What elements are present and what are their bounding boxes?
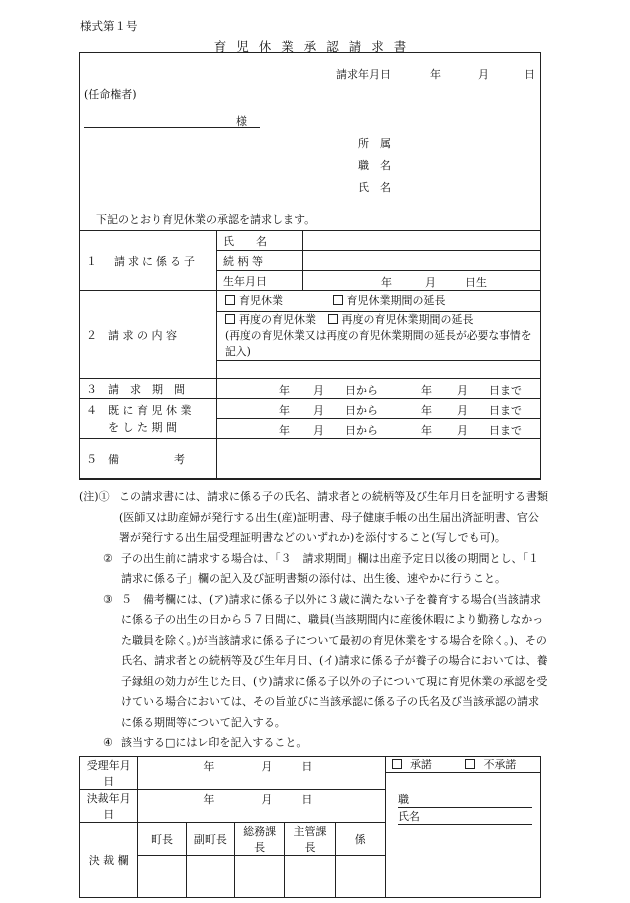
approval-cell — [385, 757, 540, 898]
birth-day: 日生 — [465, 276, 487, 289]
note-1 — [79, 487, 549, 549]
period-field[interactable] — [217, 379, 541, 399]
opt-childcare-label: 育児休業 — [239, 294, 283, 307]
period-label: ３ 請 求 期 間 — [86, 382, 185, 396]
decided-month: 月 — [261, 793, 273, 806]
period-from-day: 日から — [345, 384, 378, 397]
decision-table — [79, 756, 541, 898]
birth-month: 月 — [425, 276, 436, 289]
period-from-year: 年 — [279, 384, 290, 397]
stamp-header-2 — [186, 823, 234, 856]
note-2 — [79, 549, 549, 590]
stamp-header-3 — [235, 823, 285, 856]
opt-again-extension-checkbox[interactable] — [328, 314, 338, 324]
applicant-name-label: 氏 名 — [358, 181, 391, 194]
note-2-mark: ② — [103, 551, 113, 565]
received-day: 日 — [301, 760, 313, 773]
period-to-day: 日まで — [489, 384, 522, 397]
decided-day: 日 — [301, 793, 313, 806]
content-reason-field[interactable] — [217, 361, 541, 379]
child-label-cell — [80, 231, 217, 291]
past2-from-month: 月 — [313, 424, 324, 437]
past-label-1: ４ 既 に 育 児 休 業 — [86, 403, 192, 417]
decided-year: 年 — [203, 793, 215, 806]
approve-checkbox[interactable] — [392, 759, 402, 769]
stamp-label-staff: 係 — [354, 833, 366, 846]
received-label-cell — [80, 757, 138, 790]
position-label: 職 名 — [358, 159, 391, 172]
stamp-header-5 — [335, 823, 385, 856]
sama-label: 様 — [236, 115, 247, 128]
stamp-label-deputy: 副町長 — [193, 833, 227, 846]
note-4-mark: ④ — [103, 736, 113, 749]
opt-extension-checkbox[interactable] — [333, 295, 343, 305]
remarks-label-cell — [80, 439, 217, 479]
note-4 — [79, 733, 549, 754]
past2-from-day: 日から — [345, 424, 378, 437]
stamp-box-staff[interactable] — [335, 856, 385, 898]
period-to-year: 年 — [421, 384, 432, 397]
request-table — [79, 230, 541, 479]
child-birth-field[interactable] — [303, 271, 541, 291]
content-label-cell — [80, 291, 217, 379]
past-label-2: を し た 期 間 — [108, 420, 177, 434]
shoku-label: 職 — [398, 791, 532, 808]
past1-to-year: 年 — [421, 404, 432, 417]
stamp-box-deputy[interactable] — [186, 856, 234, 898]
request-sentence: 下記のとおり育児休業の承認を請求します。 — [96, 213, 316, 226]
received-year: 年 — [203, 760, 215, 773]
received-label: 受理年月日 — [86, 759, 131, 788]
decision-label: 決 裁 欄 — [88, 854, 129, 867]
past-label-cell — [80, 399, 217, 439]
child-birth-label-cell — [217, 271, 303, 291]
content-label: ２ 請 求 の 内 容 — [86, 328, 177, 342]
received-month: 月 — [261, 760, 273, 773]
child-name-label-cell — [217, 231, 303, 251]
past-period-2[interactable] — [217, 419, 541, 439]
past2-from-year: 年 — [279, 424, 290, 437]
note-2-text: 子の出生前に請求する場合は、「３ 請求期間」欄は出産予定日以後の期間とし、「１ 請求に係る子」欄の記入及び証明書類の添付は、出生後、速やかに行うこと。 — [121, 551, 550, 585]
note-4-text: 該当する□にはレ印を記入すること。 — [121, 736, 308, 749]
content-reason: (再度の育児休業又は再度の育児休業期間の延長が必要な事情を記入) — [225, 329, 532, 358]
request-date-month: 月 — [478, 68, 489, 81]
disapprove-checkbox[interactable] — [465, 759, 475, 769]
content-options-cell — [217, 291, 541, 361]
note-1-text: この請求書には、請求に係る子の氏名、請求者との続柄等及び生年月日を証明する書類(医師又は助産婦が発行する出生(産)証明書、母子健康手帳の出生届出済証明書、官公署が発行する出生届受理証明書などのいずれか)を添付すること(写しでも可)。 — [119, 490, 548, 544]
stamp-box-general[interactable] — [235, 856, 285, 898]
child-name-field[interactable] — [303, 231, 541, 251]
remarks-label: ５ 備 考 — [86, 452, 185, 466]
decided-label-cell — [80, 790, 138, 823]
stamp-box-section[interactable] — [285, 856, 335, 898]
child-relation-label: 続 柄 等 — [223, 254, 263, 268]
past1-from-month: 月 — [313, 404, 324, 417]
past1-from-year: 年 — [279, 404, 290, 417]
past1-to-month: 月 — [457, 404, 468, 417]
form-number: 様式第１号 — [80, 19, 138, 33]
past-period-1[interactable] — [217, 399, 541, 419]
decided-date-field[interactable] — [138, 790, 386, 823]
stamp-header-1 — [138, 823, 186, 856]
opt-again-checkbox[interactable] — [225, 314, 235, 324]
request-date-label: 請求年月日 — [336, 68, 391, 81]
shimei-label: 氏名 — [398, 808, 532, 825]
child-relation-label-cell — [217, 251, 303, 271]
stamp-box-mayor[interactable] — [138, 856, 186, 898]
opt-childcare-checkbox[interactable] — [225, 295, 235, 305]
request-date-day: 日 — [524, 68, 535, 81]
received-date-field[interactable] — [138, 757, 386, 790]
stamp-header-4 — [285, 823, 335, 856]
note-1-mark: (注)① — [79, 490, 110, 503]
past1-from-day: 日から — [345, 404, 378, 417]
period-to-month: 月 — [457, 384, 468, 397]
past2-to-month: 月 — [457, 424, 468, 437]
stamp-label-mayor: 町長 — [151, 833, 174, 846]
opt-extension-label: 育児休業期間の延長 — [346, 294, 446, 307]
appointer-label: (任命権者) — [84, 88, 137, 101]
past2-to-day: 日まで — [489, 424, 522, 437]
approve-label: 承諾 — [409, 758, 432, 771]
document-title: 育児休業承認請求書 — [213, 39, 417, 54]
birth-year: 年 — [381, 276, 392, 289]
disapprove-label: 不承諾 — [483, 758, 517, 771]
past1-to-day: 日まで — [489, 404, 522, 417]
notes-section — [79, 487, 549, 754]
opt-again-label: 再度の育児休業 — [239, 313, 316, 326]
period-from-month: 月 — [313, 384, 324, 397]
period-label-cell — [80, 379, 217, 399]
opt-again-extension-label: 再度の育児休業期間の延長 — [341, 313, 474, 326]
affiliation-label: 所 属 — [358, 137, 391, 150]
stamp-label-general: 総務課長 — [243, 825, 277, 854]
past2-to-year: 年 — [421, 424, 432, 437]
remarks-field[interactable] — [217, 439, 541, 479]
note-3 — [79, 590, 549, 734]
note-3-text: ５ 備考欄には、(ア)請求に係る子以外に３歳に満たない子を養育する場合(当該請求に係る子の出生の日から５７日間に、職員(当該期間内に産後休暇により勤務しなかった職員を除く。)が当該請求に係る子について最初の育児休業をする場合を除く。)、その氏名、請求者との続柄等及び生年月日、(イ)請求に係る子が養子の場合においては、養子縁組の効力が生じた日、(ウ)請求に係る子以外の子について現に育児休業の承認を受けている場合においては、その旨並びに当該承認に係る子の氏名及び当該承認の請求に係る期間等について記入する。 — [121, 592, 548, 729]
child-birth-label: 生年月日 — [223, 274, 267, 288]
decided-label: 決裁年月日 — [86, 792, 131, 821]
child-label: １ 請求に係る子 — [86, 254, 198, 268]
decision-label-cell — [80, 823, 138, 898]
child-relation-field[interactable] — [303, 251, 541, 271]
note-3-mark: ③ — [103, 592, 113, 606]
request-date-year: 年 — [430, 68, 441, 81]
child-name-label: 氏 名 — [223, 234, 267, 248]
appointer-underline — [84, 127, 260, 128]
stamp-label-section: 主管課長 — [293, 825, 327, 854]
